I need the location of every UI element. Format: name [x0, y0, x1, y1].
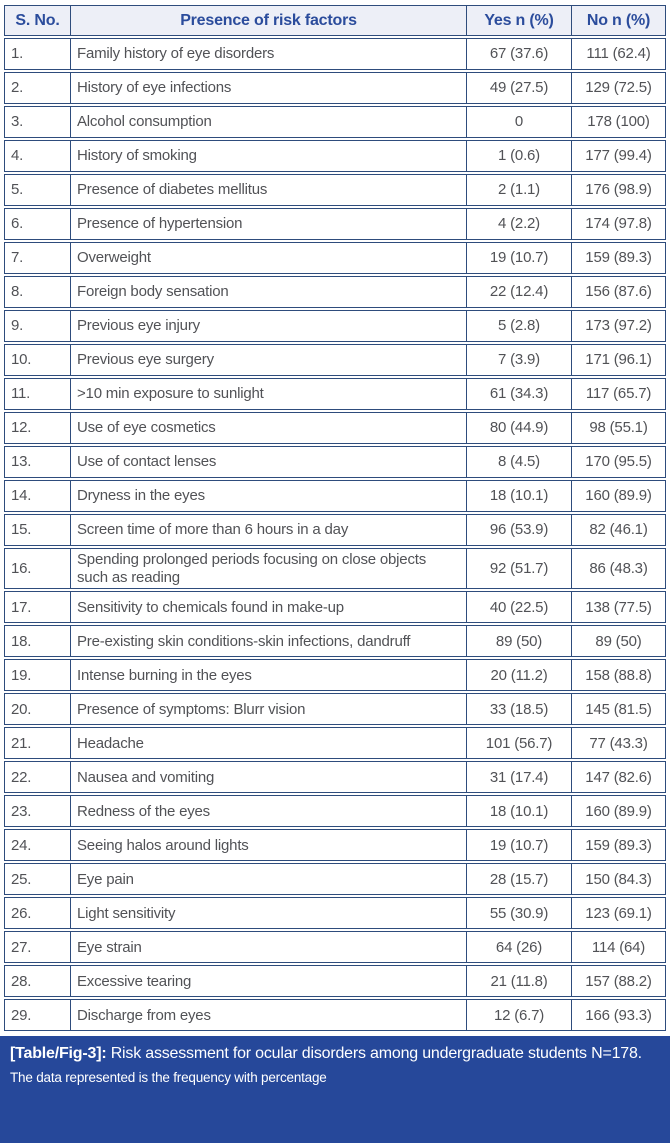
table-row: [4, 140, 666, 172]
table-row: [4, 446, 666, 478]
no-count-cell: 111 (62.4): [572, 38, 666, 70]
no-count-cell: 156 (87.6): [572, 276, 666, 308]
yes-count-cell: 4 (2.2): [467, 208, 572, 240]
table-row: [4, 242, 666, 274]
no-count-cell: 86 (48.3): [572, 548, 666, 589]
no-count-cell: 170 (95.5): [572, 446, 666, 478]
table-row: [4, 829, 666, 861]
no-count-cell: 176 (98.9): [572, 174, 666, 206]
serial-number-cell: 6.: [4, 208, 71, 240]
header-serial-number: S. No.: [4, 5, 71, 36]
no-count-cell: 129 (72.5): [572, 72, 666, 104]
serial-number-cell: 25.: [4, 863, 71, 895]
serial-number-cell: 28.: [4, 965, 71, 997]
table-row: [4, 208, 666, 240]
serial-number-cell: 4.: [4, 140, 71, 172]
risk-factor-cell: >10 min exposure to sunlight: [71, 378, 467, 410]
yes-count-cell: 22 (12.4): [467, 276, 572, 308]
no-count-cell: 159 (89.3): [572, 242, 666, 274]
serial-number-cell: 27.: [4, 931, 71, 963]
serial-number-cell: 16.: [4, 548, 71, 589]
yes-count-cell: 7 (3.9): [467, 344, 572, 376]
table-row: [4, 72, 666, 104]
risk-factor-cell: Overweight: [71, 242, 467, 274]
serial-number-cell: 17.: [4, 591, 71, 623]
yes-count-cell: 31 (17.4): [467, 761, 572, 793]
risk-factor-cell: Dryness in the eyes: [71, 480, 467, 512]
yes-count-cell: 33 (18.5): [467, 693, 572, 725]
risk-factor-cell: Foreign body sensation: [71, 276, 467, 308]
yes-count-cell: 2 (1.1): [467, 174, 572, 206]
serial-number-cell: 26.: [4, 897, 71, 929]
yes-count-cell: 89 (50): [467, 625, 572, 657]
yes-count-cell: 49 (27.5): [467, 72, 572, 104]
serial-number-cell: 2.: [4, 72, 71, 104]
serial-number-cell: 13.: [4, 446, 71, 478]
table-row: [4, 174, 666, 206]
yes-count-cell: 5 (2.8): [467, 310, 572, 342]
risk-factor-cell: Screen time of more than 6 hours in a day: [71, 514, 467, 546]
caption-label: [Table/Fig-3]:: [10, 1045, 107, 1063]
risk-factor-cell: Discharge from eyes: [71, 999, 467, 1031]
yes-count-cell: 18 (10.1): [467, 795, 572, 827]
no-count-cell: 160 (89.9): [572, 795, 666, 827]
serial-number-cell: 10.: [4, 344, 71, 376]
serial-number-cell: 5.: [4, 174, 71, 206]
risk-factor-cell: Eye strain: [71, 931, 467, 963]
yes-count-cell: 21 (11.8): [467, 965, 572, 997]
no-count-cell: 174 (97.8): [572, 208, 666, 240]
no-count-cell: 117 (65.7): [572, 378, 666, 410]
yes-count-cell: 40 (22.5): [467, 591, 572, 623]
risk-factor-cell: History of eye infections: [71, 72, 467, 104]
no-count-cell: 114 (64): [572, 931, 666, 963]
yes-count-cell: 19 (10.7): [467, 242, 572, 274]
serial-number-cell: 1.: [4, 38, 71, 70]
table-row: [4, 999, 666, 1031]
table-row: [4, 106, 666, 138]
risk-factor-cell: Previous eye surgery: [71, 344, 467, 376]
no-count-cell: 171 (96.1): [572, 344, 666, 376]
caption-title: Risk assessment for ocular disorders among undergraduate students N=178.: [106, 1045, 642, 1063]
risk-factor-cell: Light sensitivity: [71, 897, 467, 929]
table-row: [4, 897, 666, 929]
serial-number-cell: 12.: [4, 412, 71, 444]
risk-factor-cell: Spending prolonged periods focusing on close objects such as reading: [71, 548, 467, 589]
risk-factor-cell: Intense burning in the eyes: [71, 659, 467, 691]
header-no-count: No n (%): [572, 5, 666, 36]
yes-count-cell: 1 (0.6): [467, 140, 572, 172]
risk-factor-cell: Previous eye injury: [71, 310, 467, 342]
serial-number-cell: 11.: [4, 378, 71, 410]
table-row: [4, 412, 666, 444]
serial-number-cell: 21.: [4, 727, 71, 759]
no-count-cell: 160 (89.9): [572, 480, 666, 512]
table-row: [4, 344, 666, 376]
no-count-cell: 77 (43.3): [572, 727, 666, 759]
yes-count-cell: 28 (15.7): [467, 863, 572, 895]
no-count-cell: 178 (100): [572, 106, 666, 138]
no-count-cell: 177 (99.4): [572, 140, 666, 172]
no-count-cell: 147 (82.6): [572, 761, 666, 793]
table-row: [4, 863, 666, 895]
no-count-cell: 159 (89.3): [572, 829, 666, 861]
no-count-cell: 158 (88.8): [572, 659, 666, 691]
table-row: [4, 727, 666, 759]
yes-count-cell: 101 (56.7): [467, 727, 572, 759]
no-count-cell: 98 (55.1): [572, 412, 666, 444]
yes-count-cell: 8 (4.5): [467, 446, 572, 478]
yes-count-cell: 67 (37.6): [467, 38, 572, 70]
no-count-cell: 157 (88.2): [572, 965, 666, 997]
serial-number-cell: 24.: [4, 829, 71, 861]
no-count-cell: 89 (50): [572, 625, 666, 657]
risk-factor-cell: Excessive tearing: [71, 965, 467, 997]
table-row: [4, 591, 666, 623]
no-count-cell: 138 (77.5): [572, 591, 666, 623]
risk-factor-cell: Headache: [71, 727, 467, 759]
risk-factor-cell: Pre-existing skin conditions-skin infections, dandruff: [71, 625, 467, 657]
caption-main: [10, 1044, 660, 1065]
risk-factor-cell: Use of contact lenses: [71, 446, 467, 478]
yes-count-cell: 0: [467, 106, 572, 138]
yes-count-cell: 92 (51.7): [467, 548, 572, 589]
table-row: [4, 310, 666, 342]
no-count-cell: 166 (93.3): [572, 999, 666, 1031]
table-row: [4, 625, 666, 657]
risk-factor-cell: Seeing halos around lights: [71, 829, 467, 861]
table-row: [4, 693, 666, 725]
yes-count-cell: 12 (6.7): [467, 999, 572, 1031]
yes-count-cell: 64 (26): [467, 931, 572, 963]
table-row: [4, 931, 666, 963]
serial-number-cell: 18.: [4, 625, 71, 657]
header-row: [4, 5, 666, 36]
risk-factors-table: [4, 3, 666, 1033]
serial-number-cell: 8.: [4, 276, 71, 308]
risk-factor-cell: Redness of the eyes: [71, 795, 467, 827]
table-row: [4, 378, 666, 410]
no-count-cell: 123 (69.1): [572, 897, 666, 929]
yes-count-cell: 80 (44.9): [467, 412, 572, 444]
yes-count-cell: 61 (34.3): [467, 378, 572, 410]
yes-count-cell: 18 (10.1): [467, 480, 572, 512]
table-row: [4, 761, 666, 793]
serial-number-cell: 3.: [4, 106, 71, 138]
header-yes-count: Yes n (%): [467, 5, 572, 36]
serial-number-cell: 19.: [4, 659, 71, 691]
table-row: [4, 965, 666, 997]
serial-number-cell: 29.: [4, 999, 71, 1031]
header-risk-factors: Presence of risk factors: [71, 5, 467, 36]
serial-number-cell: 23.: [4, 795, 71, 827]
serial-number-cell: 15.: [4, 514, 71, 546]
no-count-cell: 82 (46.1): [572, 514, 666, 546]
table-row: [4, 795, 666, 827]
table-body: [4, 38, 666, 1031]
table-row: [4, 276, 666, 308]
risk-factor-cell: Presence of symptoms: Blurr vision: [71, 693, 467, 725]
yes-count-cell: 55 (30.9): [467, 897, 572, 929]
risk-factor-cell: Presence of hypertension: [71, 208, 467, 240]
risk-factor-cell: Presence of diabetes mellitus: [71, 174, 467, 206]
no-count-cell: 145 (81.5): [572, 693, 666, 725]
risk-factor-cell: Family history of eye disorders: [71, 38, 467, 70]
yes-count-cell: 20 (11.2): [467, 659, 572, 691]
table-row: [4, 659, 666, 691]
figure-caption: [0, 1036, 670, 1143]
serial-number-cell: 7.: [4, 242, 71, 274]
no-count-cell: 173 (97.2): [572, 310, 666, 342]
risk-factor-cell: Alcohol consumption: [71, 106, 467, 138]
table-row: [4, 548, 666, 589]
risk-factor-cell: History of smoking: [71, 140, 467, 172]
caption-note: The data represented is the frequency with percentage: [10, 1070, 327, 1086]
table-row: [4, 480, 666, 512]
risk-factor-cell: Sensitivity to chemicals found in make-up: [71, 591, 467, 623]
no-count-cell: 150 (84.3): [572, 863, 666, 895]
serial-number-cell: 9.: [4, 310, 71, 342]
risk-factor-cell: Eye pain: [71, 863, 467, 895]
serial-number-cell: 22.: [4, 761, 71, 793]
risk-factor-cell: Nausea and vomiting: [71, 761, 467, 793]
yes-count-cell: 96 (53.9): [467, 514, 572, 546]
serial-number-cell: 20.: [4, 693, 71, 725]
risk-factor-cell: Use of eye cosmetics: [71, 412, 467, 444]
yes-count-cell: 19 (10.7): [467, 829, 572, 861]
table-row: [4, 514, 666, 546]
serial-number-cell: 14.: [4, 480, 71, 512]
table-row: [4, 38, 666, 70]
